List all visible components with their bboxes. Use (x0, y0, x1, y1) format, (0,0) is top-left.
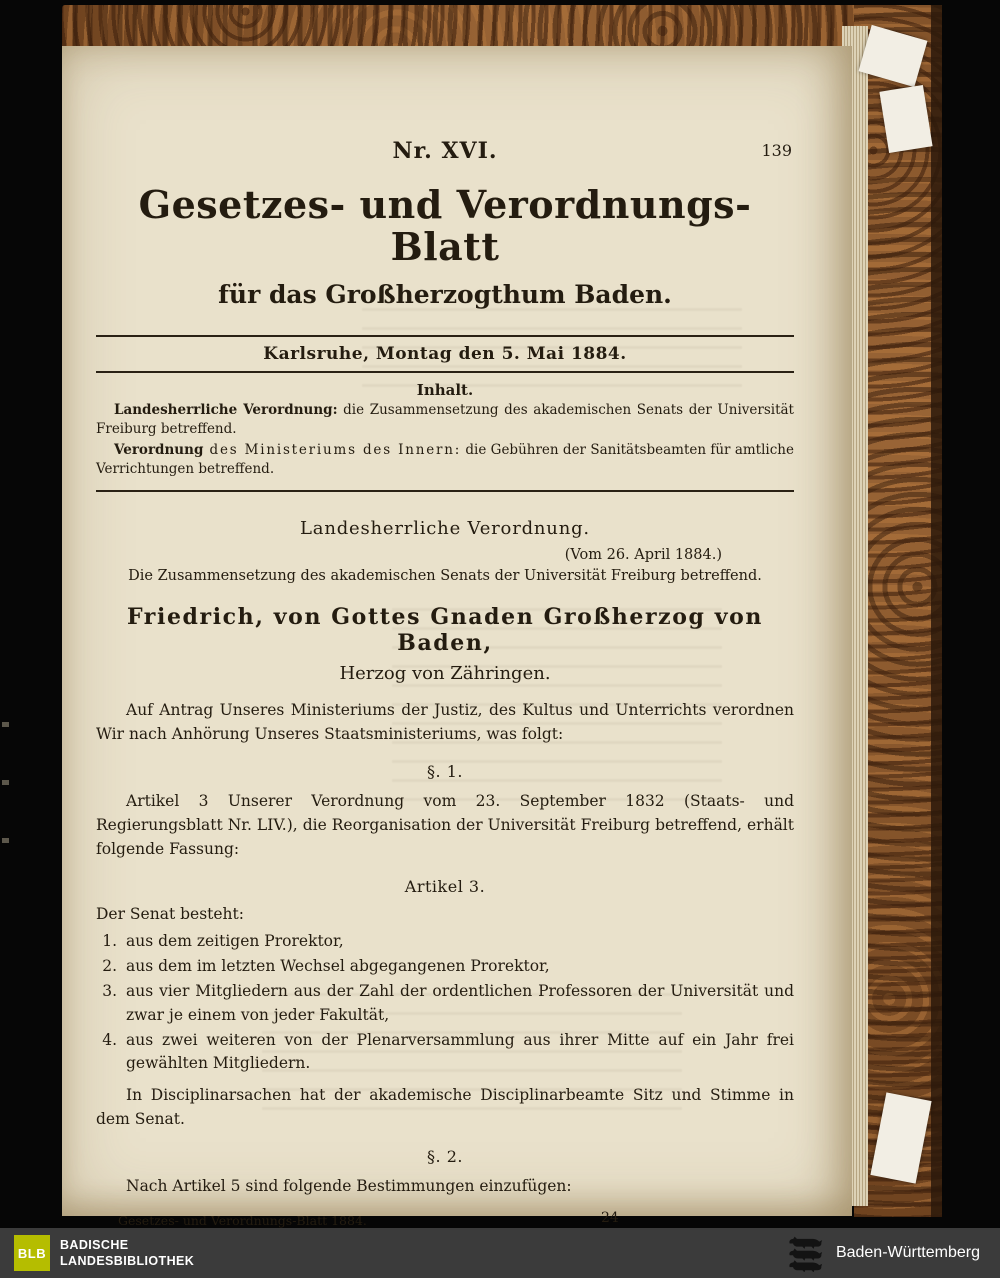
ordinance-subject: Die Zusammensetzung des akademischen Senats der Universität Freiburg betreffend. (128, 567, 762, 584)
state-label: Baden-Württemberg (835, 1244, 980, 1261)
dateline-rule-box (96, 335, 794, 373)
issue-number: Nr. XVI. (392, 138, 498, 164)
paper-scrap (879, 85, 932, 153)
section-2-paragraph: Nach Artikel 5 sind folgende Bestimmungen einzufügen: (126, 1177, 572, 1196)
list-item-text: aus dem zeitigen Prorektor, (126, 931, 344, 950)
signature-mark: 24 (601, 1210, 619, 1227)
list-item-text: aus dem im letzten Wechsel abgegangenen Prorektor, (126, 957, 550, 976)
ordinance-heading: Landesherrliche Verordnung. (300, 517, 590, 539)
list-item (96, 955, 794, 978)
library-viewer-bar (0, 1228, 1000, 1278)
ordinance-date-note: (Vom 26. April 1884.) (564, 546, 722, 563)
list-item-text: aus vier Mitgliedern aus der Zahl der ordentlichen Professoren der Universität und zwar je einem von jeder Fakultät, (126, 982, 794, 1024)
dateline: Karlsruhe, Montag den 5. Mai 1884. (263, 343, 627, 364)
artikel-3-heading: Artikel 3. (404, 876, 486, 896)
section-1-heading: §. 1. (427, 761, 463, 781)
list-item (96, 1029, 794, 1076)
inhalt-item-1 (96, 401, 794, 440)
library-name-line2: LANDESBIBLIOTHEK (60, 1254, 195, 1268)
inhalt-heading: Inhalt. (416, 380, 474, 399)
ruler-title-line: Herzog von Zähringen. (339, 662, 551, 684)
left-page-sliver (2, 700, 9, 850)
imprint-line: Gesetzes- und Verordnungs-Blatt 1884. (118, 1213, 367, 1228)
inhalt-item-1-lead: Landesherrliche Verordnung: (114, 401, 338, 418)
blb-logo: BLB (14, 1235, 50, 1271)
list-item-number: 1. (102, 931, 117, 950)
section-2-heading: §. 2. (427, 1147, 463, 1167)
page-number: 139 (761, 141, 792, 160)
blb-branding (14, 1235, 194, 1271)
section-divider-rule (96, 490, 794, 492)
inhalt-item-1-text: die Zusammensetzung des akademischen Senats der Universität Freiburg betreffend. (96, 401, 794, 438)
bw-coat-of-arms-icon (786, 1234, 826, 1272)
list-item-number: 2. (102, 957, 117, 976)
inhalt-item-2-ministry: des Ministeriums des Innern: (203, 441, 462, 458)
list-item (96, 930, 794, 953)
disciplinary-paragraph: In Disciplinarsachen hat der akademische Disciplinarbeamte Sitz und Stimme in dem Senat. (96, 1086, 794, 1129)
senate-composition-list (96, 930, 794, 1076)
preamble-paragraph: Auf Antrag Unseres Ministeriums der Justiz, des Kultus und Unterrichts verordnen Wir nach Anhörung Unseres Staatsministeriums, was folgt: (96, 700, 794, 743)
list-item (96, 980, 794, 1027)
inhalt-item-2-lead: Verordnung (114, 441, 204, 458)
page-content (96, 138, 794, 1228)
list-item-text: aus zwei weiteren von der Plenarversammlung aus ihrer Mitte auf ein Jahr frei gewählten Mitgliedern. (126, 1030, 794, 1073)
list-item-number: 3. (102, 982, 117, 1001)
senate-intro: Der Senat besteht: (96, 904, 244, 923)
ruler-proclamation-line: Friedrich, von Gottes Gnaden Großherzog von Baden, (126, 603, 764, 656)
masthead-subtitle: für das Großherzogthum Baden. (218, 279, 672, 309)
section-1-paragraph: Artikel 3 Unserer Verordnung vom 23. September 1832 (Staats- und Regierungsblatt Nr. LIV.), die Reorganisation der Universität Freiburg betreffend, erhält folgende Fassung: (96, 791, 794, 858)
library-name-line1: BADISCHE (60, 1237, 129, 1252)
page-header (96, 138, 794, 164)
library-name (60, 1237, 194, 1270)
inhalt-item-2 (96, 441, 794, 480)
document-page (62, 46, 852, 1228)
masthead-title: Gesetzes- und Verordnungs-Blatt (138, 182, 752, 269)
list-item-number: 4. (102, 1030, 117, 1049)
state-branding (786, 1234, 986, 1272)
page-footer (96, 1210, 794, 1228)
inhalt-item-2-text: die Gebühren der Sanitätsbeamten für amtliche Verrichtungen betreffend. (96, 441, 794, 478)
